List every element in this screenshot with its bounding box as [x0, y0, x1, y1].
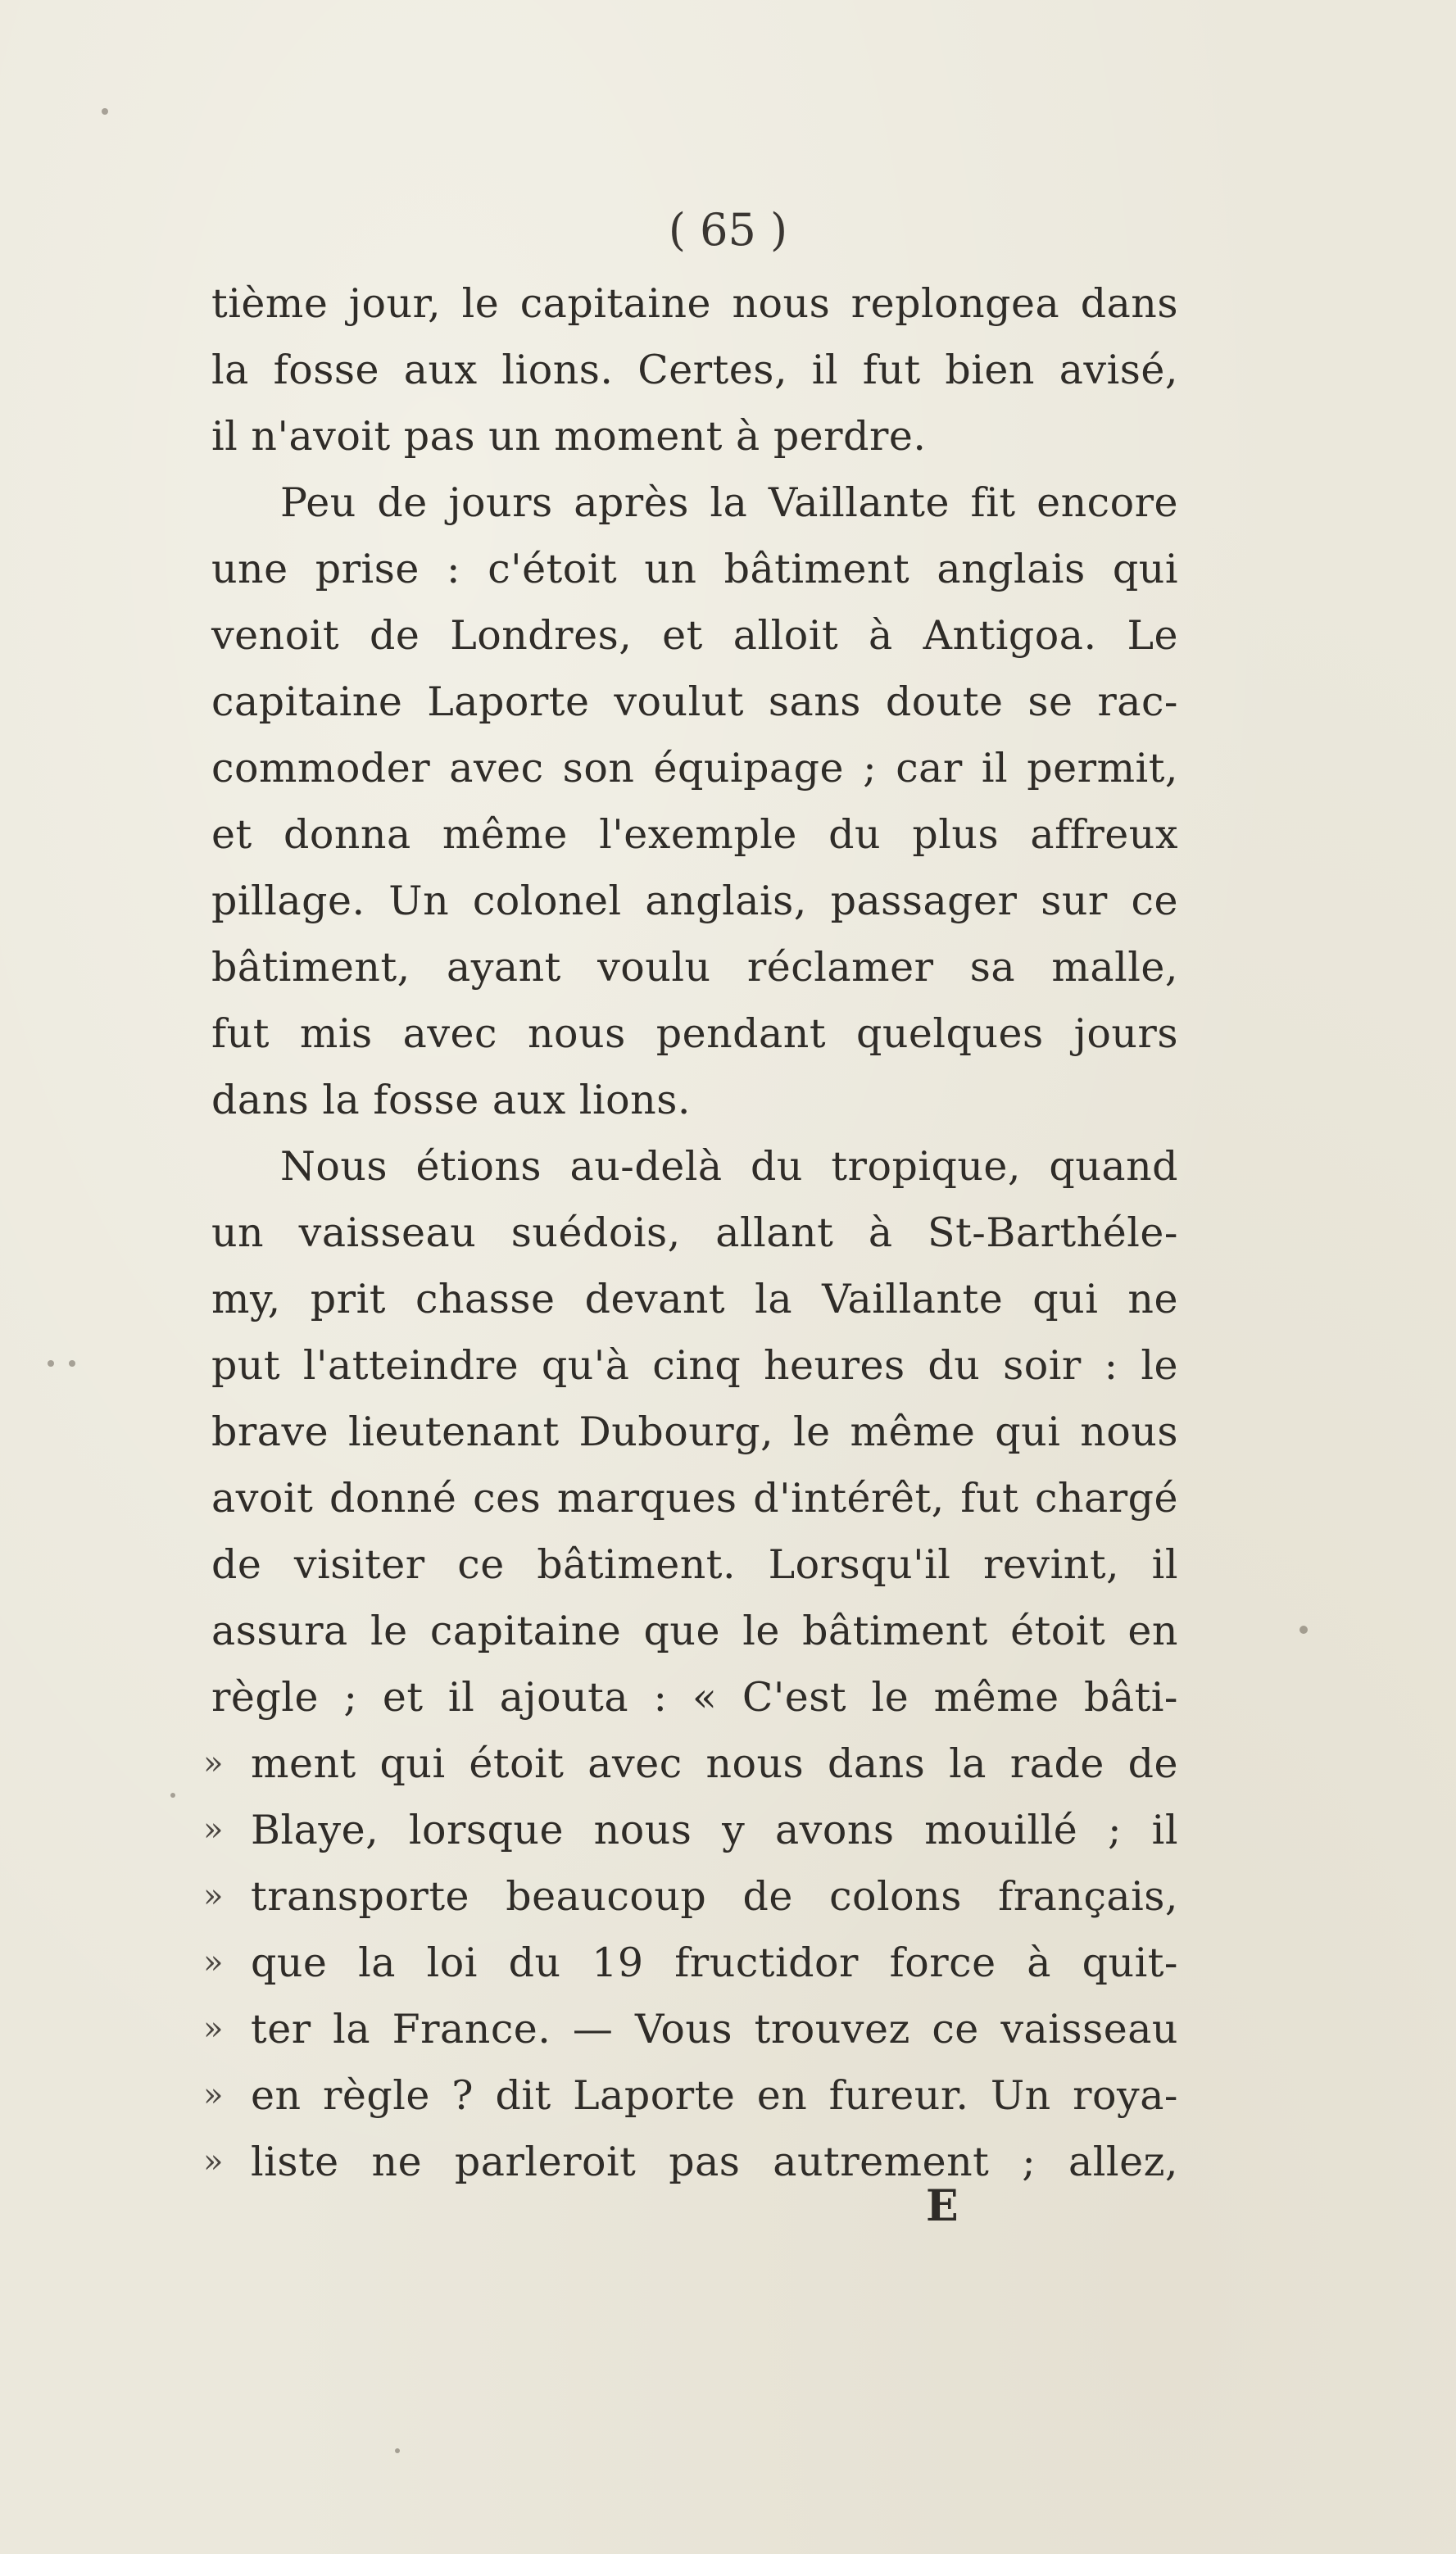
text-line	[211, 1200, 1178, 1266]
quote-mark: »	[203, 2076, 224, 2114]
text-line	[211, 1332, 1178, 1399]
line-text: et donna même l'exemple du plus affreux	[211, 811, 1178, 858]
text-line	[211, 270, 1178, 337]
page-number: ( 65 )	[668, 204, 788, 256]
text-line	[203, 2129, 1178, 2195]
paper-speck	[102, 108, 108, 115]
quote-mark: »	[203, 1744, 224, 1782]
quote-mark: »	[203, 1944, 224, 1981]
text-line	[211, 1531, 1178, 1598]
quote-mark: »	[203, 2143, 224, 2180]
text-line	[211, 1266, 1178, 1332]
text-line	[211, 337, 1178, 403]
paper-speck	[170, 1793, 175, 1798]
line-text: transporte beaucoup de colons français,	[251, 1873, 1178, 1920]
text-line	[211, 602, 1178, 669]
line-text: un vaisseau suédois, allant à St-Barthéle-	[211, 1209, 1178, 1256]
quote-mark: »	[203, 1877, 224, 1915]
line-text: tième jour, le capitaine nous replongea dans	[211, 280, 1178, 327]
line-text: il n'avoit pas un moment à perdre.	[211, 413, 927, 460]
line-text: Blaye, lorsque nous y avons mouillé ; il	[251, 1807, 1178, 1853]
text-line	[211, 735, 1178, 801]
line-text: Nous étions au-delà du tropique, quand	[280, 1143, 1178, 1190]
text-line	[203, 1731, 1178, 1797]
text-line	[211, 470, 1178, 536]
line-text: fut mis avec nous pendant quelques jours	[211, 1010, 1178, 1057]
text-line	[211, 1133, 1178, 1200]
text-line	[211, 1598, 1178, 1664]
text-line	[211, 403, 1178, 470]
text-line	[211, 1399, 1178, 1465]
line-text: brave lieutenant Dubourg, le même qui nous	[211, 1409, 1178, 1455]
text-line	[211, 536, 1178, 602]
line-text: Peu de jours après la Vaillante fit encore	[280, 479, 1178, 526]
line-text: commoder avec son équipage ; car il permit,	[211, 745, 1178, 792]
text-line	[203, 1797, 1178, 1863]
line-text: avoit donné ces marques d'intérêt, fut chargé	[211, 1475, 1178, 1522]
paper-speck	[395, 2448, 400, 2453]
quote-mark: »	[203, 2010, 224, 2048]
line-text: pillage. Un colonel anglais, passager sur ce	[211, 878, 1178, 924]
line-text: venoit de Londres, et alloit à Antigoa. Le	[211, 612, 1178, 659]
text-line	[211, 868, 1178, 934]
paper-speck	[69, 1360, 75, 1367]
text-line	[211, 669, 1178, 735]
line-text: la fosse aux lions. Certes, il fut bien avisé,	[211, 347, 1178, 393]
line-text: de visiter ce bâtiment. Lorsqu'il revint, il	[211, 1541, 1178, 1588]
text-line	[211, 934, 1178, 1000]
text-line	[211, 1664, 1178, 1731]
line-text: dans la fosse aux lions.	[211, 1077, 691, 1123]
paper-speck	[1300, 1626, 1308, 1634]
text-line	[211, 1465, 1178, 1531]
line-text: ment qui étoit avec nous dans la rade de	[251, 1740, 1178, 1787]
line-text: assura le capitaine que le bâtiment étoit en	[211, 1608, 1178, 1654]
line-text: capitaine Laporte voulut sans doute se rac-	[211, 678, 1178, 725]
line-text: put l'atteindre qu'à cinq heures du soir : le	[211, 1342, 1178, 1389]
line-text: une prise : c'étoit un bâtiment anglais qui	[211, 546, 1178, 592]
line-text: que la loi du 19 fructidor force à quit-	[251, 1939, 1178, 1986]
text-line	[211, 1067, 1178, 1133]
quote-mark: »	[203, 1811, 224, 1849]
text-line	[203, 1863, 1178, 1930]
line-text: bâtiment, ayant voulu réclamer sa malle,	[211, 944, 1178, 991]
line-text: règle ; et il ajouta : « C'est le même bâti-	[211, 1674, 1178, 1721]
text-line	[203, 1930, 1178, 1996]
text-line	[203, 2062, 1178, 2129]
line-text: en règle ? dit Laporte en fureur. Un roya-	[251, 2072, 1178, 2119]
signature-mark: E	[926, 2181, 959, 2231]
paper-speck	[48, 1360, 54, 1367]
body-text	[203, 270, 1178, 2195]
line-text: liste ne parleroit pas autrement ; allez,	[251, 2139, 1178, 2185]
text-line	[211, 1000, 1178, 1067]
line-text: my, prit chasse devant la Vaillante qui ne	[211, 1276, 1178, 1322]
line-text: ter la France. — Vous trouvez ce vaisseau	[251, 2006, 1178, 2053]
text-line	[211, 801, 1178, 868]
text-line	[203, 1996, 1178, 2062]
